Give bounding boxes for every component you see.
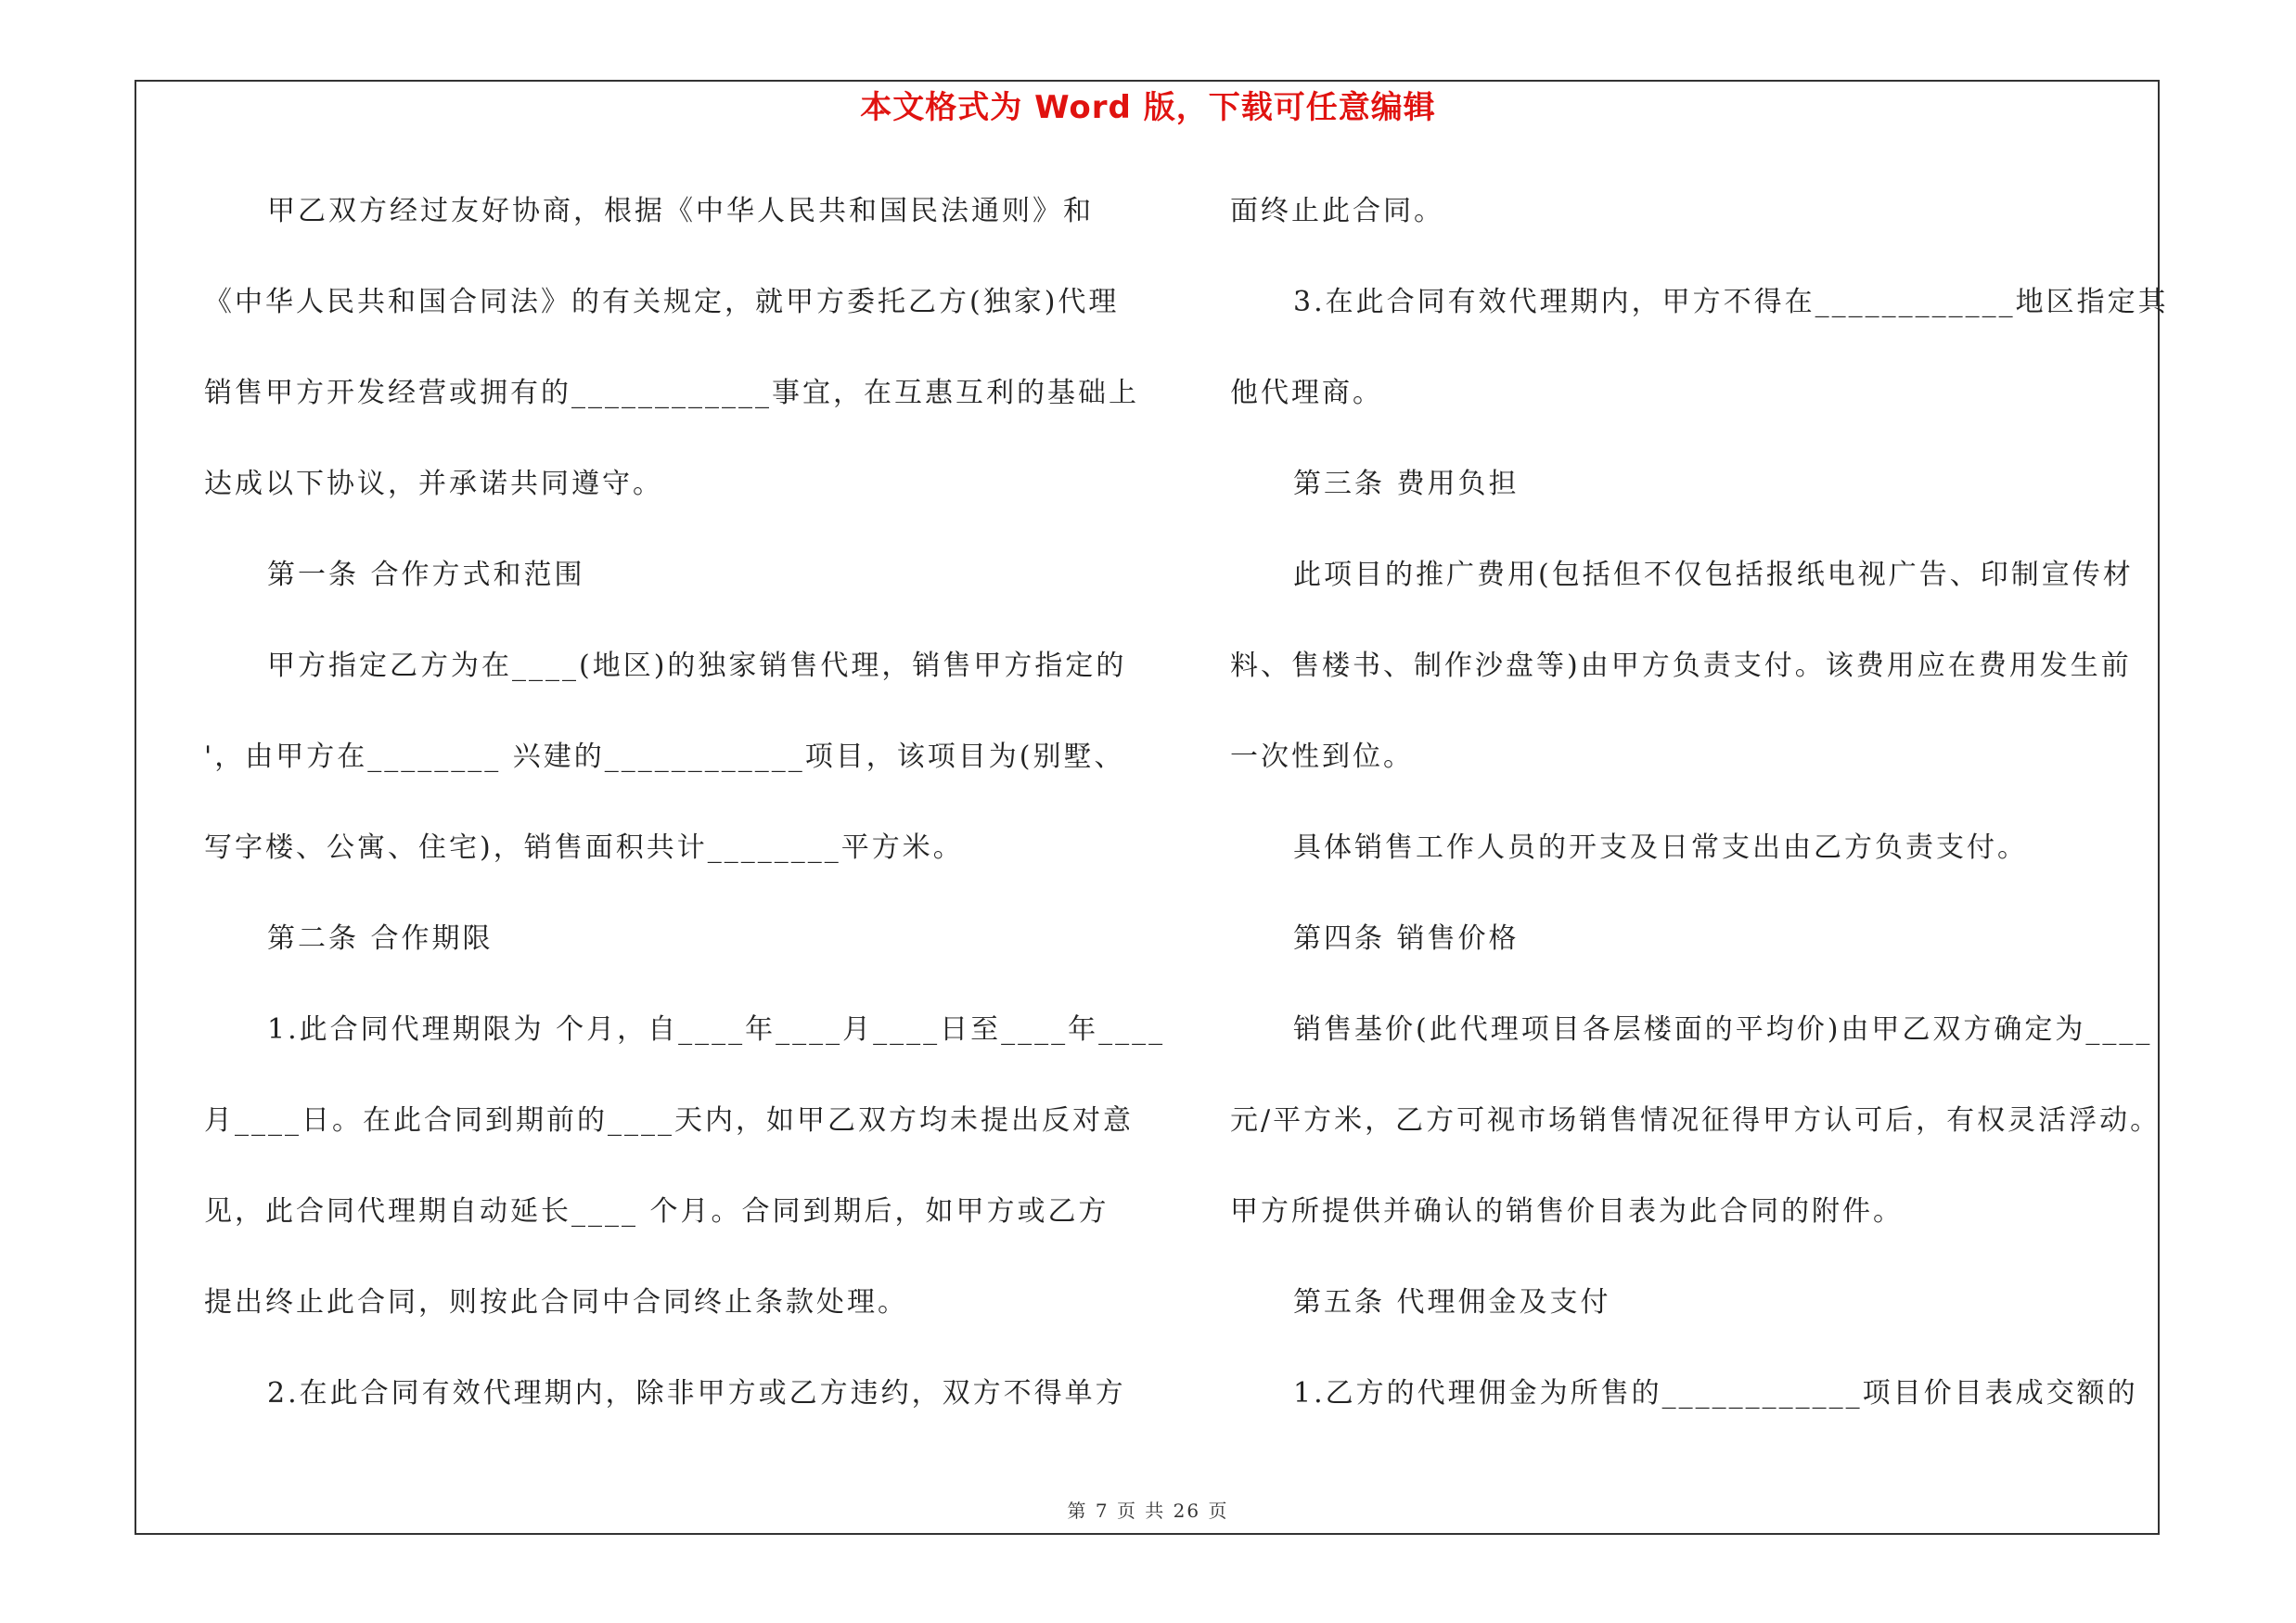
text-line: 甲方指定乙方为在____(地区)的独家销售代理，销售甲方指定的: [267, 650, 1127, 682]
text-line: 写字楼、公寓、住宅)，销售面积共计________平方米。: [204, 831, 964, 864]
text-line: 第二条 合作期限: [267, 922, 494, 955]
text-line: 提出终止此合同，则按此合同中合同终止条款处理。: [204, 1286, 908, 1319]
text-line: 元/平方米，乙方可视市场销售情况征得甲方认可后，有权灵活浮动。: [1230, 1104, 2161, 1137]
text-line: 一次性到位。: [1230, 741, 1414, 773]
text-line: '，由甲方在________ 兴建的____________项目，该项目为(别墅、: [204, 741, 1125, 773]
left-column: [204, 184, 1166, 1457]
text-line: 1.乙方的代理佣金为所售的____________项目价目表成交额的: [1293, 1377, 2138, 1410]
text-line: 1.此合同代理期限为 个月，自____年____月____日至____年____: [267, 1013, 1166, 1046]
text-line: 第三条 费用负担: [1293, 468, 1520, 500]
text-line: 3.在此合同有效代理期内，甲方不得在____________地区指定其: [1293, 286, 2169, 318]
text-line: 达成以下协议，并承诺共同遵守。: [204, 468, 663, 500]
text-line: 销售甲方开发经营或拥有的____________事宜，在互惠互利的基础上: [204, 377, 1139, 409]
text-line: 2.在此合同有效代理期内，除非甲方或乙方违约，双方不得单方: [267, 1377, 1126, 1410]
text-line: 甲方所提供并确认的销售价目表为此合同的附件。: [1230, 1195, 1904, 1228]
text-line: 《中华人民共和国合同法》的有关规定，就甲方委托乙方(独家)代理: [204, 286, 1120, 318]
text-line: 面终止此合同。: [1230, 195, 1444, 227]
right-column: [1230, 184, 2169, 1457]
text-line: 甲乙双方经过友好协商，根据《中华人民共和国民法通则》和: [267, 195, 1094, 227]
text-line: 此项目的推广费用(包括但不仅包括报纸电视广告、印制宣传材: [1293, 559, 2134, 591]
text-line: 他代理商。: [1230, 377, 1383, 409]
text-line: 第五条 代理佣金及支付: [1293, 1286, 1611, 1319]
text-line: 见，此合同代理期自动延长____ 个月。合同到期后，如甲方或乙方: [204, 1195, 1110, 1228]
text-line: 第一条 合作方式和范围: [267, 559, 585, 591]
text-line: 第四条 销售价格: [1293, 922, 1520, 955]
text-line: 料、售楼书、制作沙盘等)由甲方负责支付。该费用应在费用发生前: [1230, 650, 2132, 682]
format-banner: 本文格式为 Word 版，下载可任意编辑: [860, 89, 1436, 126]
page-footer: 第 7 页 共 26 页: [1067, 1500, 1229, 1522]
text-line: 月____日。在此合同到期前的____天内，如甲乙双方均未提出反对意: [204, 1104, 1134, 1137]
text-line: 具体销售工作人员的开支及日常支出由乙方负责支付。: [1293, 831, 2028, 864]
text-line: 销售基价(此代理项目各层楼面的平均价)由甲乙双方确定为____: [1293, 1013, 2153, 1046]
